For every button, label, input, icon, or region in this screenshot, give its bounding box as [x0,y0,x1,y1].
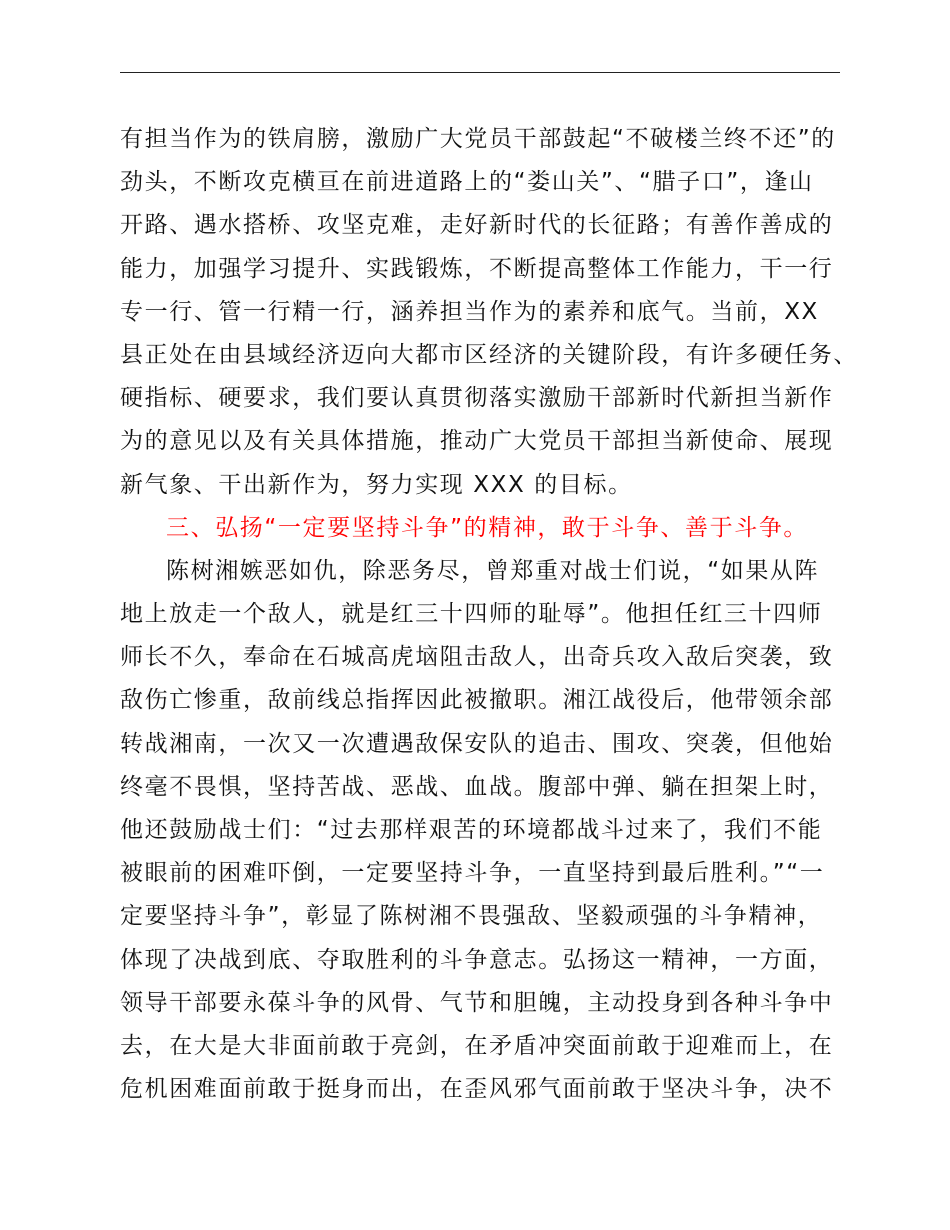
paragraph-line: 有担当作为的铁肩膀，激励广大党员干部鼓起“不破楼兰终不还”的 [120,126,836,152]
paragraph-line: 新气象、干出新作为，努力实现 XXX 的目标。 [120,471,633,498]
paragraph-line: 师长不久，奉命在石城高虎垴阻击敌人，出奇兵攻入敌后突袭，致 [120,644,834,671]
paragraph-line: 陈树湘嫉恶如仇，除恶务尽，曾郑重对战士们说，“如果从阵 [166,557,820,584]
paragraph-line: 定要坚持斗争”，彰显了陈树湘不畏强敌、坚毅顽强的斗争精神， [120,903,823,930]
section-heading: 三、弘扬“一定要坚持斗争”的精神，敢于斗争、善于斗争。 [166,514,809,541]
paragraph-line: 危机困难面前敢于挺身而出，在歪风邪气面前敢于坚决斗争，决不 [120,1076,834,1103]
paragraph-line: 体现了决战到底、夺取胜利的斗争意志。弘扬这一精神，一方面， [120,946,834,973]
paragraph-line: 敌伤亡惨重，敌前线总指挥因此被撤职。湘江战役后，他带领余部 [120,687,834,714]
paragraph-line: 转战湘南，一次又一次遭遇敌保安队的追击、围攻、突袭，但他始 [120,730,834,757]
paragraph-line: 专一行、管一行精一行，涵养担当作为的素养和底气。当前，XX [120,298,819,325]
paragraph-line: 能力，加强学习提升、实践锻炼，不断提高整体工作能力，干一行 [120,255,834,282]
header-rule [120,72,840,73]
paragraph-line: 终毫不畏惧，坚持苦战、恶战、血战。腹部中弹、躺在担架上时， [120,773,834,800]
paragraph-line: 硬指标、硬要求，我们要认真贯彻落实激励干部新时代新担当新作 [120,385,834,412]
paragraph-line: 领导干部要永葆斗争的风骨、气节和胆魄，主动投身到各种斗争中 [120,989,834,1016]
paragraph-line: 为的意见以及有关具体措施，推动广大党员干部担当新使命、展现 [120,428,834,455]
paragraph-line: 他还鼓励战士们：“过去那样艰苦的环境都战斗过来了，我们不能 [120,817,823,843]
paragraph-line: 去，在大是大非面前敢于亮剑，在矛盾冲突面前敢于迎难而上，在 [120,1032,834,1059]
paragraph-line: 地上放走一个敌人，就是红三十四师的耻辱”。他担任红三十四师 [120,601,823,628]
paragraph-line: 被眼前的困难吓倒，一定要坚持斗争，一直坚持到最后胜利。”“一 [120,860,825,887]
paragraph-line: 县正处在由县域经济迈向大都市区经济的关键阶段，有许多硬任务、 [120,341,858,368]
paragraph-line: 开路、遇水搭桥、攻坚克难，走好新时代的长征路；有善作善成的 [120,212,834,239]
document-body [120,118,858,1111]
paragraph-line: 劲头，不断攻克横亘在前进道路上的“娄山关”、“腊子口”，逢山 [120,169,814,196]
